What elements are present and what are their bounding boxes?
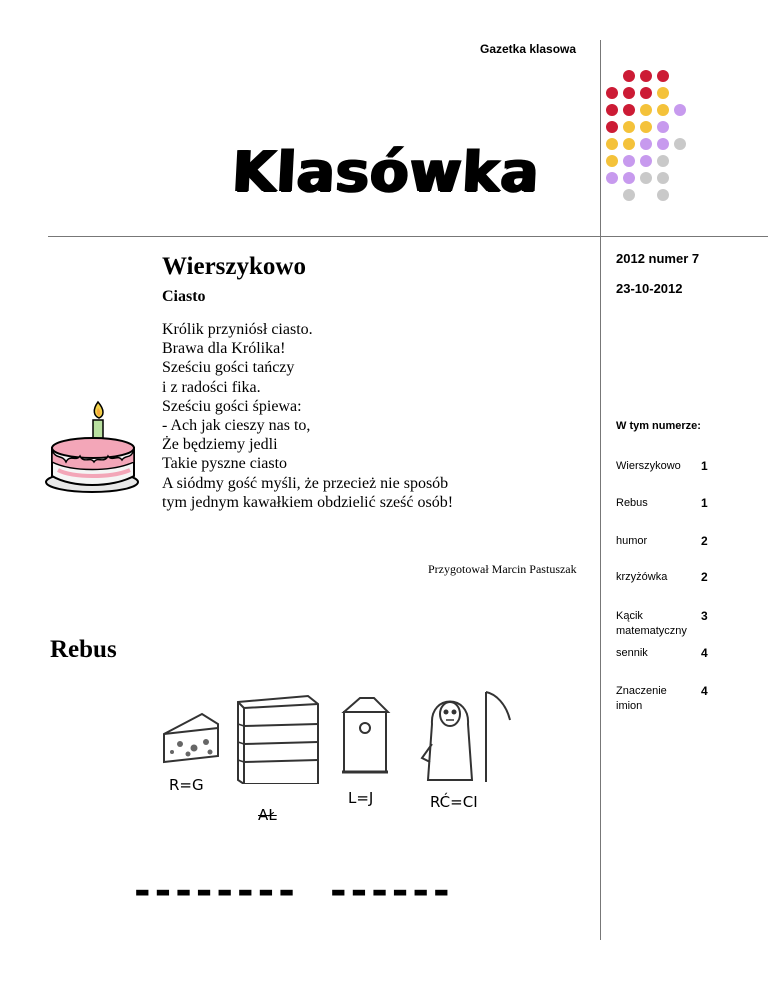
rebus-label-cheese: R=G xyxy=(169,776,204,794)
toc-item-page: 3 xyxy=(701,609,708,623)
issue-date: 23-10-2012 xyxy=(616,281,683,296)
toc-item-label[interactable]: Kącik matematyczny xyxy=(616,610,687,637)
rebus-label-shelf: AŁ xyxy=(258,806,277,824)
article-credit: Przygotował Marcin Pastuszak xyxy=(428,562,577,576)
decorative-dot xyxy=(640,104,652,116)
poem-line: i z radości fika. xyxy=(162,378,261,396)
rebus-label-hive: L=J xyxy=(348,789,374,807)
decorative-dot xyxy=(606,87,618,99)
toc-item-label[interactable]: Rebus xyxy=(616,497,648,509)
decorative-dot xyxy=(674,104,686,116)
cake-icon xyxy=(42,398,142,498)
decorative-dot xyxy=(657,138,669,150)
vertical-divider xyxy=(600,40,601,940)
toc-item-page: 4 xyxy=(701,646,708,660)
decorative-dot xyxy=(674,138,686,150)
answer-blank-2: ------ xyxy=(330,868,454,914)
decorative-dot xyxy=(640,155,652,167)
issue-number: 2012 numer 7 xyxy=(616,251,700,266)
article-subtitle: Ciasto xyxy=(162,288,206,305)
toc-item-page: 2 xyxy=(701,534,708,548)
decorative-dot xyxy=(623,155,635,167)
decorative-dot xyxy=(640,70,652,82)
answer-blank-1: -------- xyxy=(134,868,299,914)
article-title: Wierszykowo xyxy=(162,253,306,280)
decorative-dot xyxy=(657,104,669,116)
toc-item-label[interactable]: sennik xyxy=(616,647,648,659)
shelf-icon xyxy=(238,696,318,784)
rebus-title: Rebus xyxy=(50,636,117,663)
newsletter-label: Gazetka klasowa xyxy=(480,42,577,56)
toc-item-page: 4 xyxy=(701,684,708,698)
decorative-dot xyxy=(640,172,652,184)
beehive-icon xyxy=(342,698,388,772)
toc-item-page: 1 xyxy=(701,459,708,473)
decorative-dot xyxy=(606,138,618,150)
rebus-pictures xyxy=(160,684,520,784)
decorative-dot xyxy=(657,87,669,99)
horizontal-divider xyxy=(48,236,768,237)
toc-item-page: 2 xyxy=(701,570,708,584)
toc-heading: W tym numerze: xyxy=(616,420,701,432)
toc-item-label[interactable]: krzyżówka xyxy=(616,571,668,583)
decorative-dot xyxy=(657,172,669,184)
poem-line: Sześciu gości tańczy xyxy=(162,359,295,377)
decorative-dot xyxy=(623,70,635,82)
cheese-icon xyxy=(164,714,218,762)
decorative-dot xyxy=(657,189,669,201)
decorative-dot xyxy=(623,138,635,150)
poem-line: Takie pyszne ciasto xyxy=(162,455,288,473)
grim-reaper-icon xyxy=(422,692,510,782)
toc-item-label[interactable]: humor xyxy=(616,535,648,547)
poem-line: tym jednym kawałkiem obdzielić sześć osób! xyxy=(162,493,454,511)
poem xyxy=(162,320,453,512)
poem-line: Królik przyniósł ciasto. xyxy=(162,321,313,338)
decorative-dot xyxy=(640,87,652,99)
decorative-dot xyxy=(640,138,652,150)
poem-line: - Ach jak cieszy nas to, xyxy=(162,417,311,435)
poem-line: A siódmy gość myśli, że przecież nie sposób xyxy=(162,474,449,492)
decorative-dot xyxy=(623,87,635,99)
decorative-dot xyxy=(606,172,618,184)
poem-line: Że będziemy jedli xyxy=(162,436,278,454)
rebus-label-death: RĆ=CI xyxy=(430,793,478,811)
decorative-dot xyxy=(623,172,635,184)
toc-item-page: 1 xyxy=(701,496,708,510)
poem-line: Sześciu gości śpiewa: xyxy=(162,397,302,415)
decorative-dot xyxy=(623,104,635,116)
decorative-dot xyxy=(623,121,635,133)
toc-item-label[interactable]: Znaczenie imion xyxy=(616,685,667,712)
decorative-dot xyxy=(657,155,669,167)
decorative-dot xyxy=(657,121,669,133)
decorative-dot xyxy=(606,104,618,116)
decorative-dot xyxy=(623,189,635,201)
decorative-dot xyxy=(606,121,618,133)
decorative-dot xyxy=(606,155,618,167)
decorative-dot xyxy=(657,70,669,82)
masthead-title: Klasówka xyxy=(230,140,541,205)
toc-item-label[interactable]: Wierszykowo xyxy=(616,460,681,472)
decorative-dot xyxy=(640,121,652,133)
poem-line: Brawa dla Królika! xyxy=(162,340,286,358)
